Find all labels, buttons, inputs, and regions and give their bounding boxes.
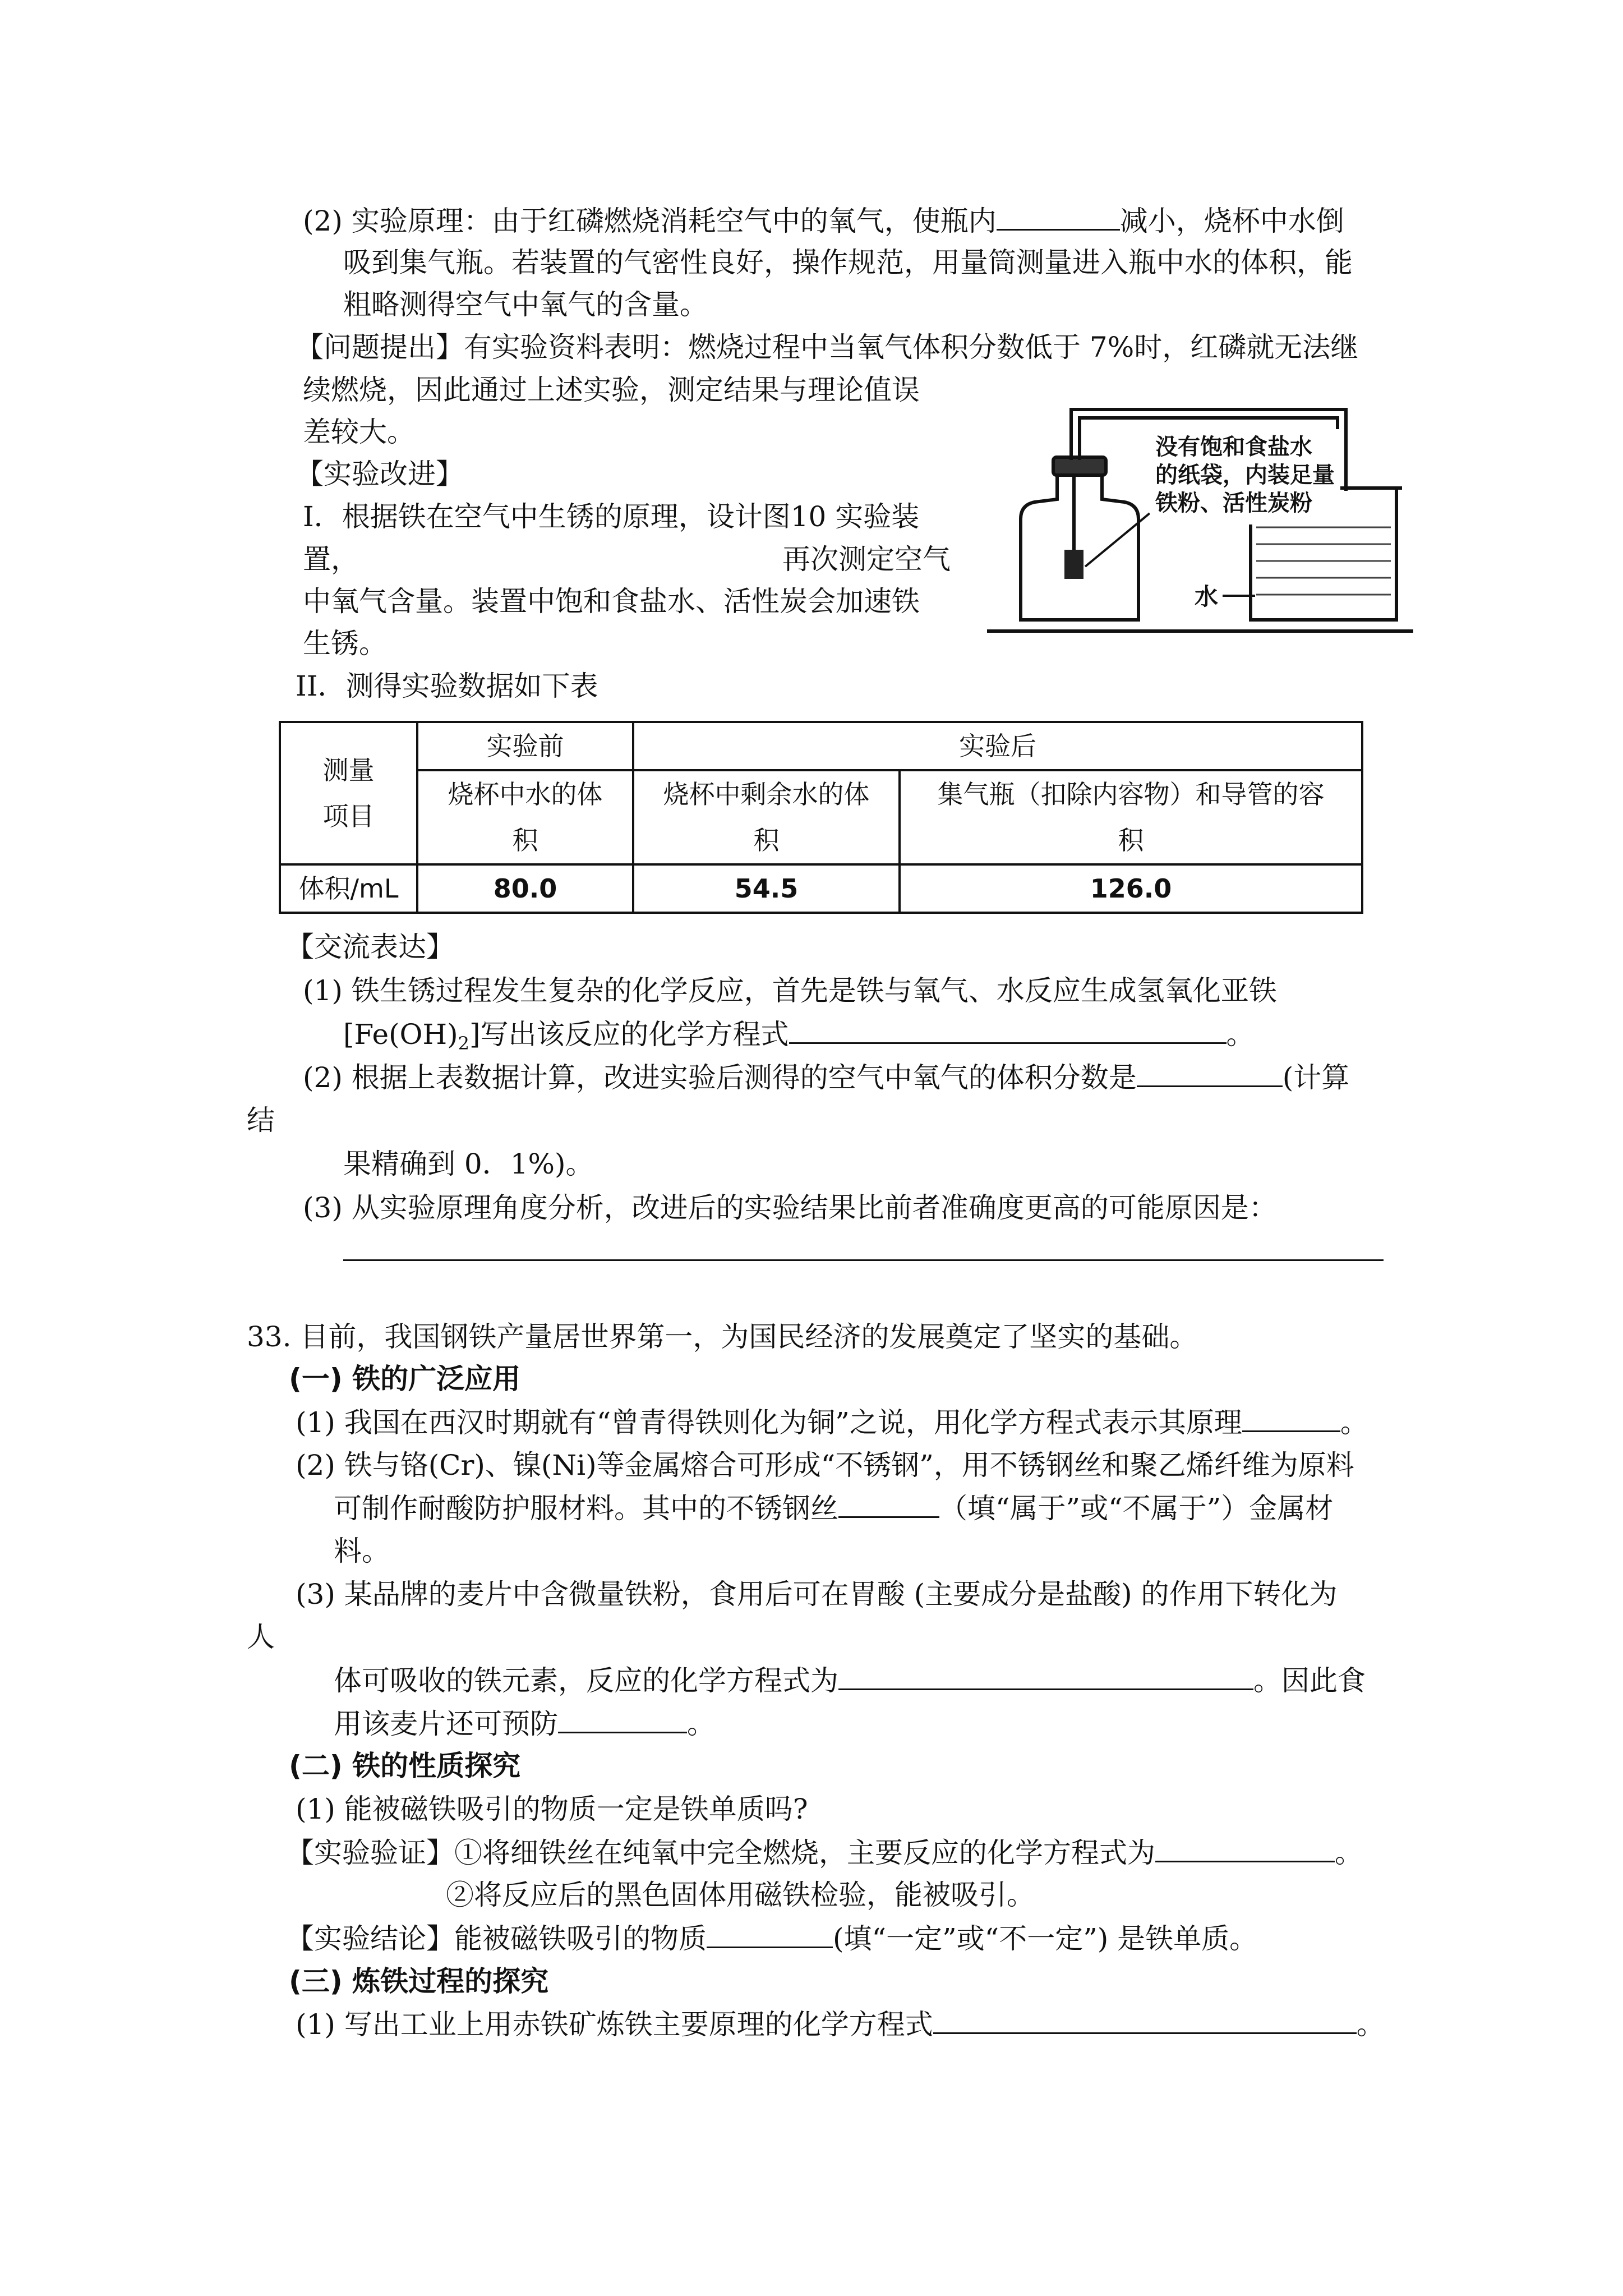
answer-blank-c1[interactable] <box>933 2010 1357 2034</box>
q32-line-6: 差较大。 <box>303 416 415 448</box>
figure-label-line-3: 铁粉、活性炭粉 <box>1155 490 1312 516</box>
table-cell: 54.5 <box>633 864 900 913</box>
q32-line-9b: 再次测定空气 <box>782 543 951 576</box>
q33-a2b: 可制作耐酸防护服材料。其中的不锈钢丝 （填“属于”或“不属于”）金属材 <box>334 1492 1334 1525</box>
table-col-remaining-water: 烧杯中剩余水的体 积 <box>633 770 900 864</box>
q33-a2: (2) 铁与铬(Cr)、镍(Ni)等金属熔合可形成“不锈钢”，用不锈钢丝和聚乙烯纤维为原料 <box>296 1449 1354 1481</box>
q33-a1: (1) 我国在西汉时期就有“曾青得铁则化为铜”之说，用化学方程式表示其原理 。 <box>296 1406 1368 1439</box>
q33-section-2: (二) 铁的性质探究 <box>289 1750 521 1782</box>
table-header-before: 实验前 <box>417 722 633 770</box>
answer-blank-a3-prevent[interactable] <box>558 1709 687 1733</box>
q32-line-11: 生锈。 <box>303 627 387 660</box>
q33-a2d: 料。 <box>334 1535 390 1567</box>
figure-label-line-1: 没有饱和食盐水 <box>1155 434 1312 460</box>
answer-blank-a1[interactable] <box>1242 1408 1340 1432</box>
answer-blank-a2[interactable] <box>838 1494 939 1518</box>
figure-water-label: 水 <box>1195 583 1219 610</box>
q32-line-18: 果精确到 0．1%)。 <box>343 1148 594 1180</box>
table-row-label: 体积/mL <box>280 864 417 913</box>
q32-line-principle: (2) 实验原理：由于红磷燃烧消耗空气中的氧气，使瓶内 减小，烧杯中水倒 <box>303 205 1344 237</box>
q33-b1: (1) 能被磁铁吸引的物质一定是铁单质吗? <box>296 1793 808 1825</box>
q32-line-3: 粗略测得空气中氧气的含量。 <box>343 288 708 321</box>
answer-blank-b4[interactable] <box>707 1924 833 1948</box>
q32-line-16: (2) 根据上表数据计算，改进实验后测得的空气中氧气的体积分数是 (计算 <box>303 1061 1350 1094</box>
answer-blank-pressure[interactable] <box>997 206 1120 231</box>
q32-line-14: (1) 铁生锈过程发生复杂的化学反应，首先是铁与氧气、水反应生成氢氧化亚铁 <box>303 974 1277 1007</box>
q32-improve-heading: 【实验改进】 <box>296 458 464 490</box>
q32-line-5: 续燃烧，因此通过上述实验，测定结果与理论值误 <box>303 374 920 406</box>
q33-section-1: (一) 铁的广泛应用 <box>289 1363 521 1395</box>
table-col-water-volume: 烧杯中水的体 积 <box>417 770 633 864</box>
q32-line-2: 吸到集气瓶。若装置的气密性良好，操作规范，用量筒测量进入瓶中水的体积，能 <box>343 246 1353 279</box>
answer-blank-b2[interactable] <box>1155 1838 1335 1862</box>
answer-blank-a3[interactable] <box>838 1666 1253 1690</box>
q32-exchange-heading: 【交流表达】 <box>286 931 454 963</box>
q33-a3e: 用该麦片还可预防 。 <box>334 1708 715 1740</box>
q33-b3: ②将反应后的黑色固体用磁铁检验，能被吸引。 <box>446 1879 1035 1911</box>
q32-line-10: 中氧气含量。装置中饱和食盐水、活性炭会加速铁 <box>303 585 920 618</box>
q33-c1: (1) 写出工业上用赤铁矿炼铁主要原理的化学方程式 。 <box>296 2008 1385 2041</box>
answer-blank-equation-1[interactable] <box>789 1020 1227 1044</box>
q32-table-intro: II．测得实验数据如下表 <box>296 670 598 702</box>
table-col-bottle-volume: 集气瓶（扣除内容物）和导管的容 积 <box>900 770 1362 864</box>
q32-line-15: $[Fe(OH)_2]$写出该反应的化学方程式 。 <box>343 1018 1255 1054</box>
iron-powder-bag <box>1064 550 1083 579</box>
q33-a3c: 体可吸收的铁元素，反应的化学方程式为 。因此食 <box>334 1664 1366 1697</box>
q33-a3b: 人 <box>247 1621 275 1653</box>
q32-line-8: Ⅰ．根据铁在空气中生锈的原理，设计图10 实验装 <box>303 500 920 533</box>
q32-line-17: 结 <box>247 1104 275 1137</box>
table-cell: 80.0 <box>417 864 633 913</box>
experiment-data-table <box>279 721 1363 914</box>
apparatus-figure <box>987 398 1413 639</box>
q32-line-19: (3) 从实验原理角度分析，改进后的实验结果比前者准确度更高的可能原因是： <box>303 1191 1277 1224</box>
table-cell: 126.0 <box>900 864 1362 913</box>
q33-intro: 33. 目前，我国钢铁产量居世界第一，为国民经济的发展奠定了坚实的基础。 <box>247 1320 1198 1353</box>
q33-b4: 【实验结论】能被磁铁吸引的物质 (填“一定”或“不一定”) 是铁单质。 <box>286 1922 1258 1955</box>
answer-blank-reason[interactable] <box>343 1259 1384 1261</box>
answer-blank-fraction[interactable] <box>1137 1063 1283 1087</box>
q33-b2: 【实验验证】①将细铁丝在纯氧中完全燃烧，主要反应的化学方程式为 。 <box>286 1837 1363 1869</box>
figure-label-line-2: 的纸袋，内装足量 <box>1155 462 1335 488</box>
q32-problem-line: 【问题提出】有实验资料表明：燃烧过程中当氧气体积分数低于 7%时，红磷就无法继 <box>296 331 1359 364</box>
table-header-after: 实验后 <box>633 722 1362 770</box>
table-row-header: 测量 项目 <box>280 722 417 864</box>
q32-line-9a: 置， <box>303 543 359 576</box>
q33-a3: (3) 某品牌的麦片中含微量铁粉，食用后可在胃酸 (主要成分是盐酸) 的作用下转化为 <box>296 1578 1338 1611</box>
q33-section-3: (三) 炼铁过程的探究 <box>289 1965 549 1998</box>
